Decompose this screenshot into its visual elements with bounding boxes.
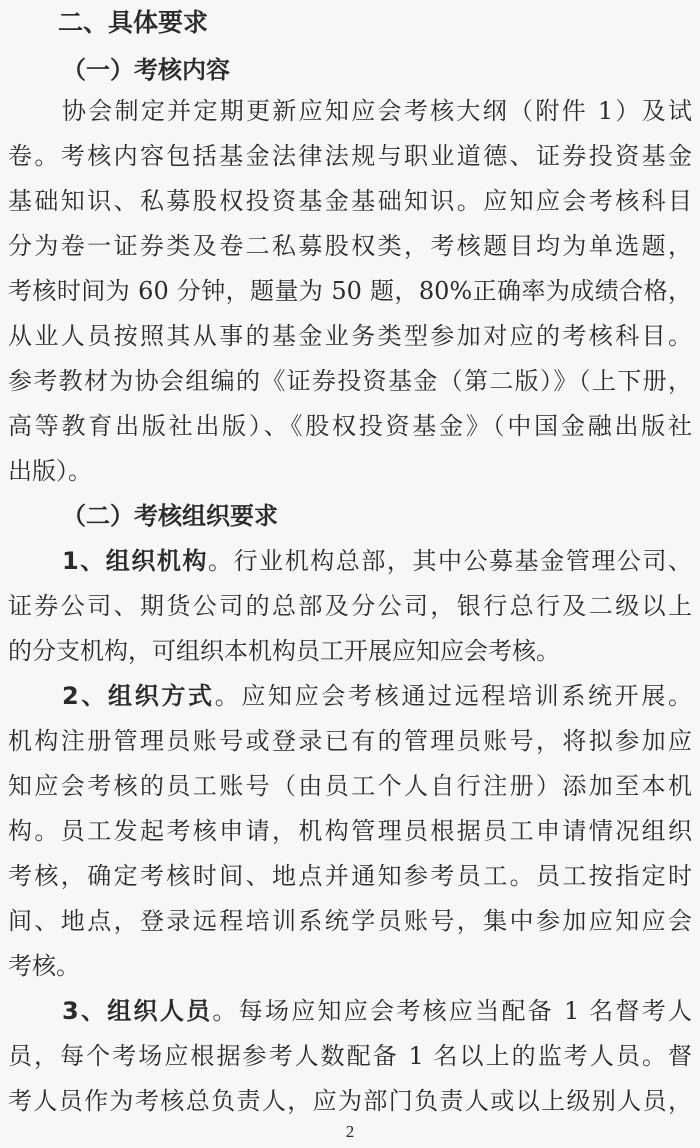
paragraph-line: 卷。考核内容包括基金法律法规与职业道德、证券投资基金 bbox=[8, 142, 692, 170]
paragraph-line: 协会制定并定期更新应知应会考核大纲（附件 1）及试 bbox=[62, 97, 692, 125]
item1-label: 1、组织机构 bbox=[62, 547, 209, 575]
paragraph-line: 构。员工发起考核申请，机构管理员根据员工申请情况组织 bbox=[8, 817, 692, 845]
paragraph-line: 分为卷一证券类及卷二私募股权类，考核题目均为单选题， bbox=[8, 232, 692, 260]
paragraph-line: 间、地点，登录远程培训系统学员账号，集中参加应知应会 bbox=[8, 907, 692, 935]
item1-first-line bbox=[62, 546, 692, 576]
paragraph-line: 高等教育出版社出版）、《股权投资基金》（中国金融出版社 bbox=[8, 412, 692, 440]
paragraph-line: 参考教材为协会组编的《证券投资基金（第二版）》（上下册， bbox=[8, 367, 692, 395]
paragraph-line: 知应会考核的员工账号（由员工个人自行注册）添加至本机 bbox=[8, 772, 692, 800]
item3-first-line bbox=[62, 996, 692, 1026]
paragraph-line: 员，每个考场应根据参考人数配备 1 名以上的监考人员。督 bbox=[8, 1042, 692, 1070]
item1-text: 。行业机构总部，其中公募基金管理公司、 bbox=[208, 547, 693, 575]
paragraph-line: 机构注册管理员账号或登录已有的管理员账号，将拟参加应 bbox=[8, 727, 692, 755]
paragraph-line: 考人员作为考核总负责人，应为部门负责人或以上级别人员， bbox=[8, 1087, 692, 1115]
paragraph-line: 证券公司、期货公司的总部及分公司，银行总行及二级以上 bbox=[8, 592, 692, 620]
paragraph-line: 从业人员按照其从事的基金业务类型参加对应的考核科目。 bbox=[8, 322, 692, 350]
item3-label: 3、组织人员 bbox=[62, 997, 213, 1025]
paragraph-line: 的分支机构，可组织本机构员工开展应知应会考核。 bbox=[8, 637, 560, 665]
subsection-title-content: （一）考核内容 bbox=[62, 56, 230, 84]
subsection-title-organization: （二）考核组织要求 bbox=[62, 502, 278, 530]
paragraph-line: 考核，确定考核时间、地点并通知参考员工。员工按指定时 bbox=[8, 862, 692, 890]
paragraph-line: 考核。 bbox=[8, 952, 80, 980]
paragraph-line: 出版）。 bbox=[8, 457, 92, 485]
section-title: 二、具体要求 bbox=[58, 8, 209, 37]
item2-text: 。应知应会考核通过远程培训系统开展。 bbox=[214, 682, 693, 710]
item2-label: 2、组织方式 bbox=[62, 682, 215, 710]
page-number: 2 bbox=[345, 1122, 355, 1141]
item2-first-line bbox=[62, 681, 692, 711]
paragraph-line: 基础知识、私募股权投资基金基础知识。应知应会考核科目 bbox=[8, 187, 692, 215]
paragraph-line: 考核时间为 60 分钟，题量为 50 题，80%正确率为成绩合格， bbox=[8, 277, 692, 305]
item3-text: 。每场应知应会考核应当配备 1 名督考人 bbox=[212, 997, 692, 1025]
